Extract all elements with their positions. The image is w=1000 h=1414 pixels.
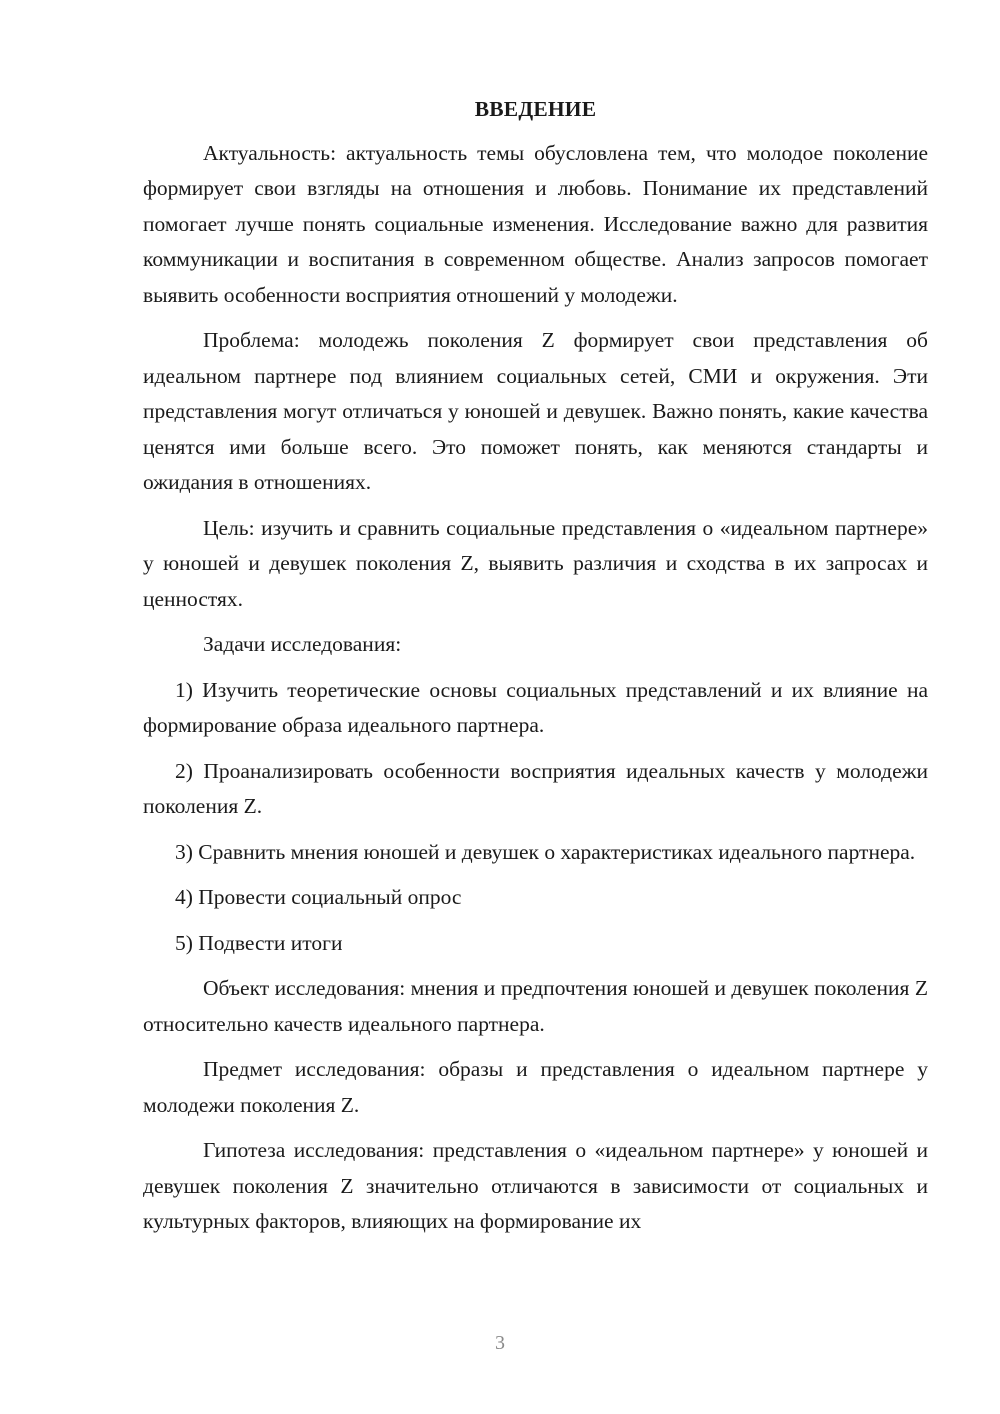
page-number: 3 <box>495 1332 505 1354</box>
task-item-1: 1) Изучить теоретические основы социальных представлений и их влияние на формирование образа идеального партнера. <box>143 677 928 737</box>
goal-paragraph: Цель: изучить и сравнить социальные представления о «идеальном партнере» у юношей и девушек поколения Z, выявить различия и сходства в их запросах и ценностях. <box>143 515 928 611</box>
task-item-2: 2) Проанализировать особенности восприятия идеальных качеств у молодежи поколения Z. <box>143 758 928 818</box>
relevance-paragraph: Актуальность: актуальность темы обусловлена тем, что молодое поколение формирует свои взгляды на отношения и любовь. Понимание их представлений помогает лучше понять социальные изменения. Исследование важно для развития коммуникации и воспитания в современном обществе. Анализ запросов помогает выявить особенности восприятия отношений у молодежи. <box>143 140 928 307</box>
hypothesis-paragraph: Гипотеза исследования: представления о «идеальном партнере» у юношей и девушек поколения Z значительно отличаются в зависимости от социальных и культурных факторов, влияющих на формирование их <box>143 1138 928 1233</box>
object-paragraph: Объект исследования: мнения и предпочтения юношей и девушек поколения Z относительно качеств идеального партнера. <box>143 976 928 1036</box>
task-item-4: 4) Провести социальный опрос <box>175 885 462 909</box>
tasks-heading: Задачи исследования: <box>203 632 402 656</box>
document-page <box>143 92 928 1250</box>
page-title: ВВЕДЕНИЕ <box>474 97 597 121</box>
task-item-3: 3) Сравнить мнения юношей и девушек о характеристиках идеального партнера. <box>175 839 916 864</box>
task-item-5: 5) Подвести итоги <box>175 930 343 955</box>
subject-paragraph: Предмет исследования: образы и представления о идеальном партнере у молодежи поколения Z. <box>143 1057 928 1117</box>
problem-paragraph: Проблема: молодежь поколения Z формирует свои представления об идеальном партнере под влиянием социальных сетей, СМИ и окружения. Эти представления могут отличаться у юношей и девушек. Важно понять, какие качества ценятся ими больше всего. Это поможет понять, как меняются стандарты и ожидания в отношениях. <box>143 328 928 494</box>
